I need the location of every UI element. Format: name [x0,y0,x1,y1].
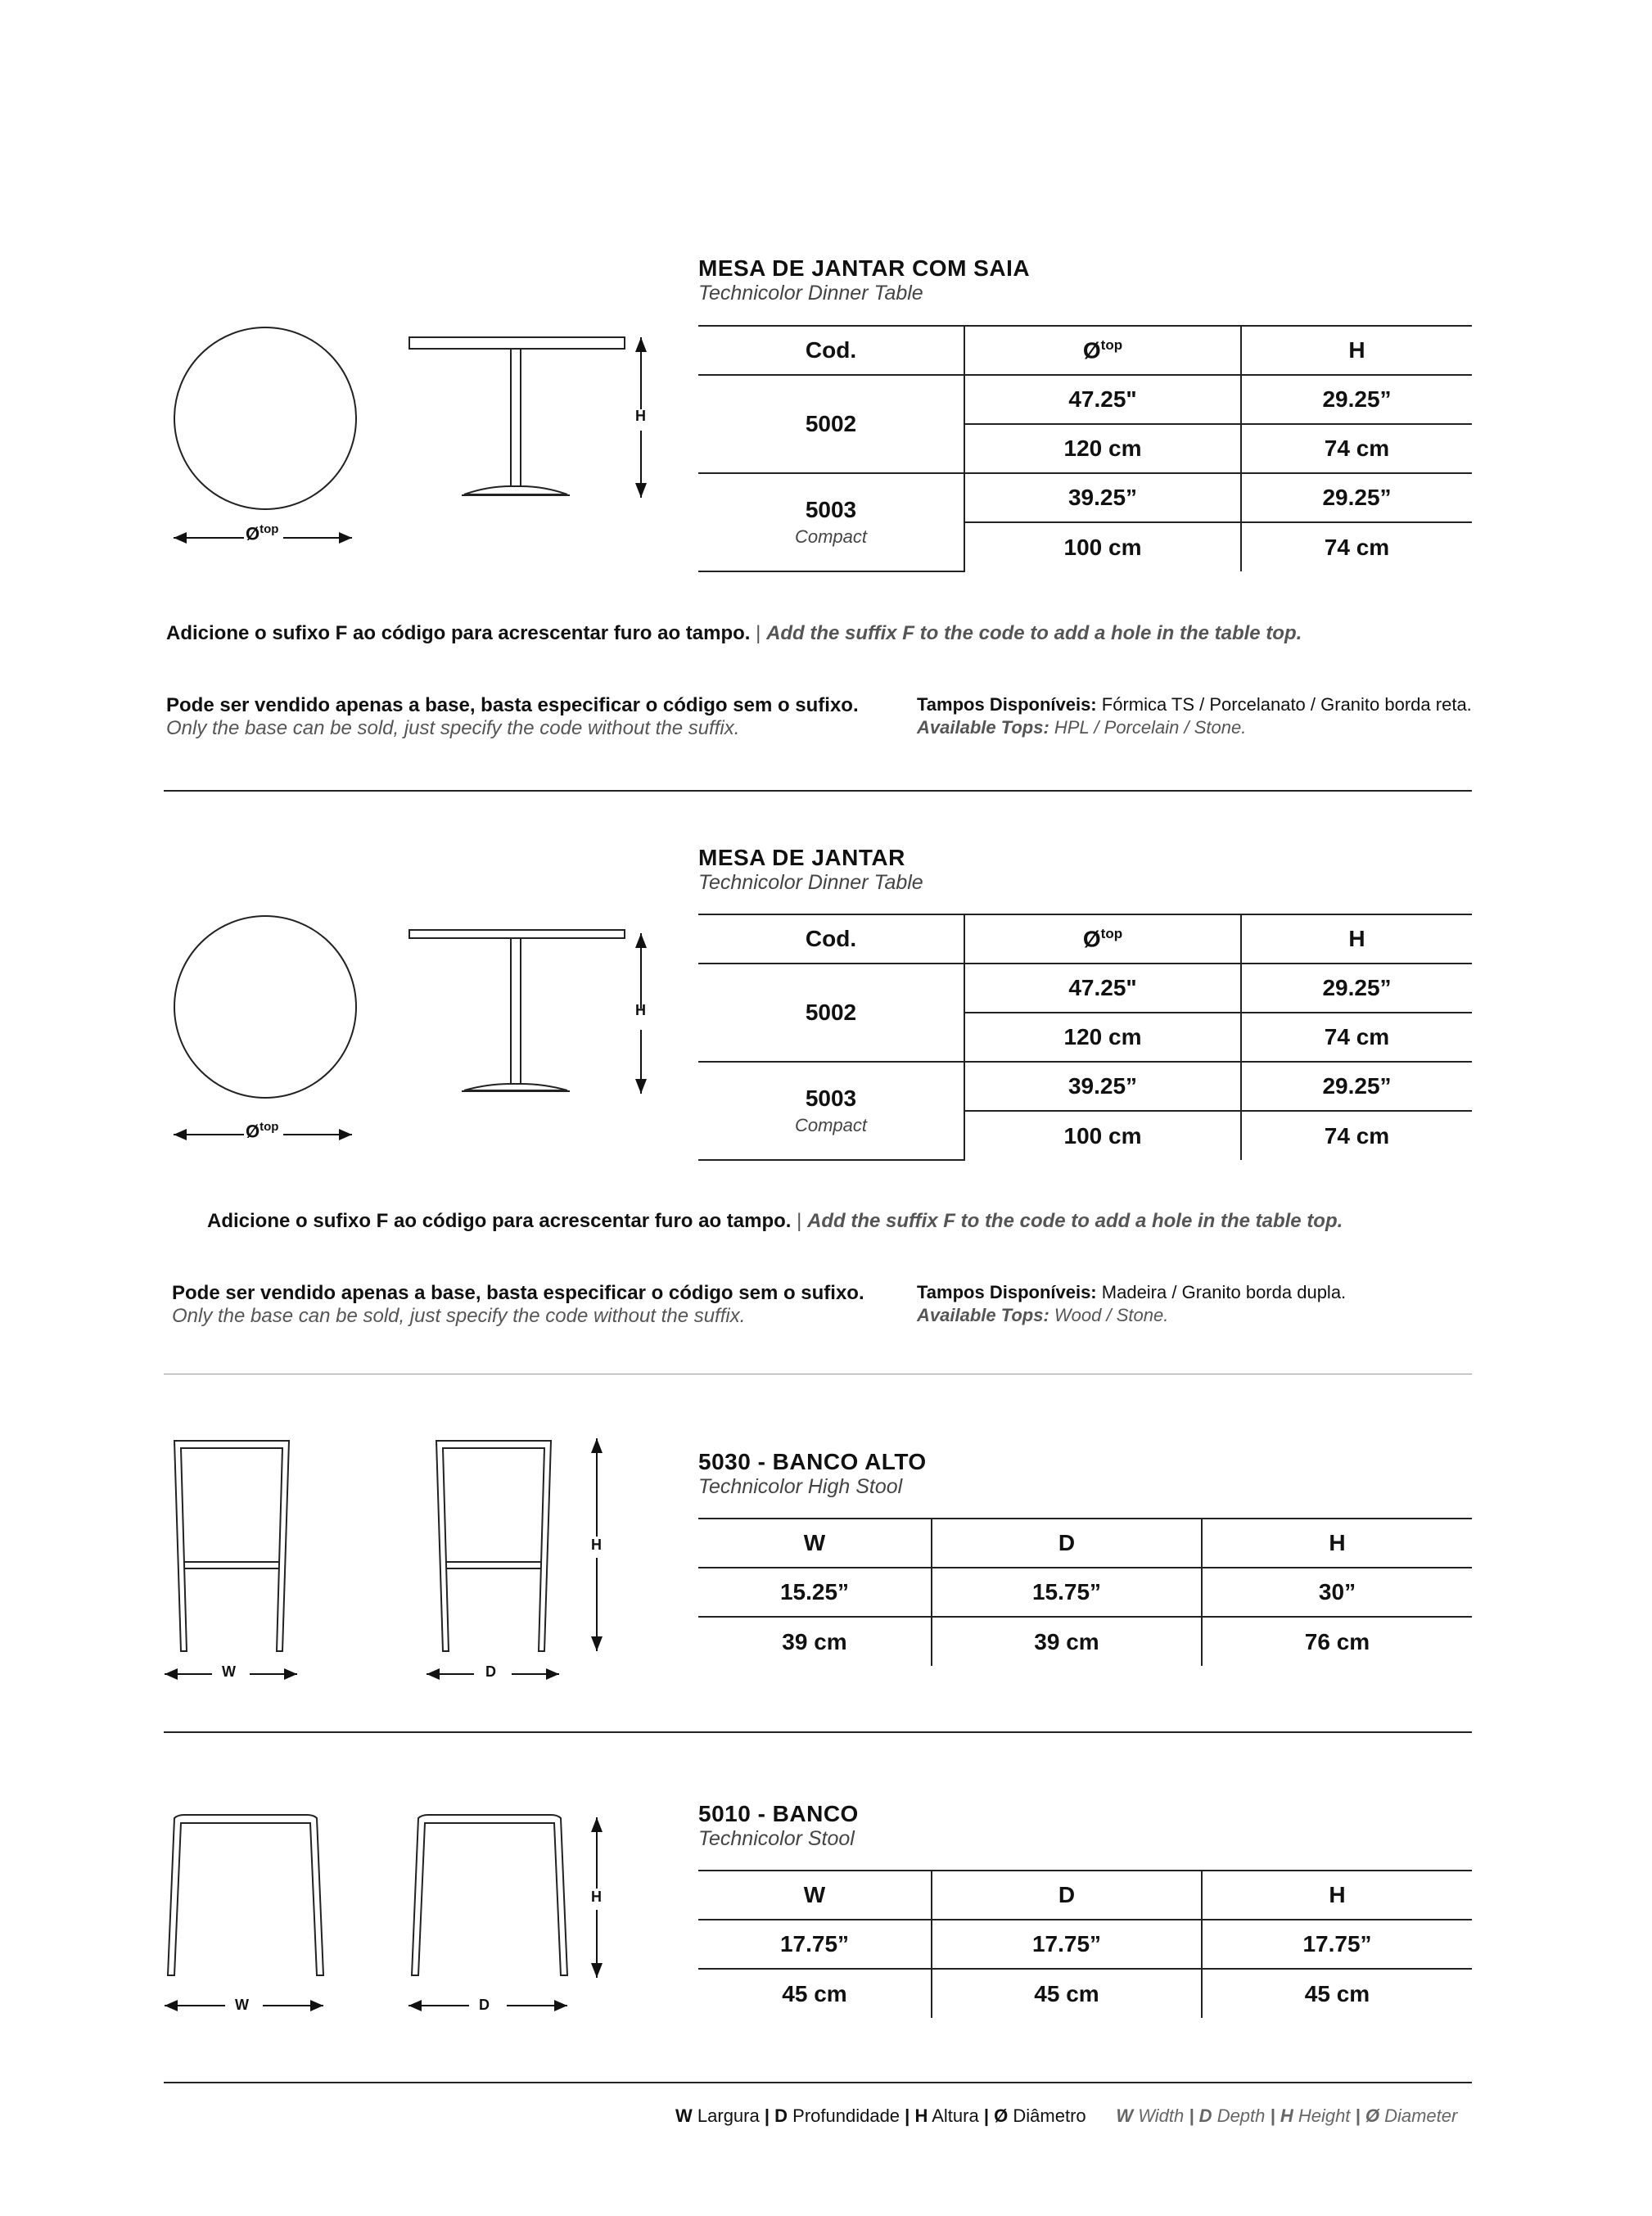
section2-title: MESA DE JANTAR [698,845,905,870]
col-header-height: H [1241,914,1472,964]
section2-base-note-en: Only the base can be sold, just specify the code without the suffix. [172,1305,746,1327]
table-cell-depth-cm: 45 cm [932,1969,1202,2018]
table-cell-height-in: 29.25” [1241,473,1472,522]
section1-base-note: Pode ser vendido apenas a base, basta especificar o código sem o sufixo. [166,694,859,716]
section3-title: 5030 - BANCO ALTO [698,1449,927,1474]
section4-spec-table [698,1870,1472,2018]
table-cell-height-cm: 74 cm [1241,1111,1472,1160]
section1-diameter-label: $Ø^{top}$ [246,522,279,544]
col-header-width: W [698,1519,932,1568]
table-row-code: 5003 Compact [698,473,964,571]
table-cell-diameter-in: 39.25” [964,1062,1241,1111]
section2-base-note: Pode ser vendido apenas a base, basta especificar o código sem o sufixo. [172,1282,864,1304]
section-divider [164,2082,1472,2083]
col-header-diameter: $Ø^{top}$ [964,914,1241,964]
variant-label: Compact [794,1115,868,1135]
table-row-code: 5003 Compact [698,1062,964,1160]
section3-side-view-diagram [422,1437,569,1682]
section1-base-note-en: Only the base can be sold, just specify the code without the suffix. [166,717,740,739]
section1-available-tops-en: Available Tops: HPL / Porcelain / Stone. [917,717,1247,738]
col-header-depth: D [932,1519,1202,1568]
table-cell-width-in: 15.25” [698,1568,932,1617]
table-cell-height-in: 29.25” [1241,1062,1472,1111]
table-cell-depth-cm: 39 cm [932,1617,1202,1666]
section2-suffix-note: Adicione o sufixo F ao código para acrescentar furo ao tampo. | Add the suffix F to the code to add a hole in the table top. [207,1210,1343,1232]
table-cell-diameter-in: 47.25" [964,964,1241,1013]
section4-height-label: H [591,1889,602,1905]
table-cell-diameter-cm: 100 cm [964,1111,1241,1160]
table-cell-diameter-in: 47.25" [964,375,1241,424]
section1-height-label: H [635,408,646,424]
table-cell-diameter-in: 39.25” [964,473,1241,522]
section1-side-view-diagram [405,334,659,506]
col-header-cod: Cod. [698,914,964,964]
section2-available-tops-en: Available Tops: Wood / Stone. [917,1305,1169,1325]
table-cell-height-cm: 45 cm [1202,1969,1472,2018]
section1-spec-table [698,325,1472,572]
variant-label: Compact [794,526,868,547]
col-header-height: H [1202,1519,1472,1568]
section2-height-label: H [635,1002,646,1018]
col-header-height: H [1202,1871,1472,1920]
section4-depth-label: D [479,1997,490,2013]
col-header-height: H [1241,326,1472,375]
table-row-code: 5002 [698,375,964,473]
section3-depth-label: D [485,1663,496,1680]
section2-diameter-label: $Ø^{top}$ [246,1120,279,1142]
col-header-width: W [698,1871,932,1920]
section1-top-view-diagram [164,323,360,553]
section2-subtitle: Technicolor Dinner Table [698,871,923,894]
section3-subtitle: Technicolor High Stool [698,1475,903,1498]
section4-title: 5010 - BANCO [698,1801,859,1826]
table-cell-diameter-cm: 120 cm [964,1013,1241,1062]
table-cell-diameter-cm: 100 cm [964,522,1241,571]
section3-spec-table [698,1518,1472,1666]
table-cell-height-cm: 74 cm [1241,1013,1472,1062]
section-divider [164,1731,1472,1733]
table-cell-height-cm: 76 cm [1202,1617,1472,1666]
table-cell-height-in: 17.75” [1202,1920,1472,1969]
col-header-cod: Cod. [698,326,964,375]
table-cell-width-in: 17.75” [698,1920,932,1969]
section1-available-tops: Tampos Disponíveis: Fórmica TS / Porcelanato / Granito borda reta. [917,694,1472,715]
section1-title: MESA DE JANTAR COM SAIA [698,255,1031,281]
section4-subtitle: Technicolor Stool [698,1827,855,1850]
section3-height-label: H [591,1537,602,1553]
section3-front-view-diagram [160,1437,307,1682]
section1-suffix-note: Adicione o sufixo F ao código para acrescentar furo ao tampo. | Add the suffix F to the code to add a hole in the table top. [166,622,1302,644]
section4-width-label: W [235,1997,249,2013]
section1-subtitle: Technicolor Dinner Table [698,282,923,305]
table-cell-height-in: 30” [1202,1568,1472,1617]
table-cell-height-in: 29.25” [1241,375,1472,424]
section3-width-label: W [222,1663,236,1680]
section4-side-view-diagram [404,1812,575,2024]
table-cell-diameter-cm: 120 cm [964,424,1241,473]
section2-spec-table [698,914,1472,1161]
section2-top-view-diagram [164,912,360,1141]
table-cell-height-cm: 74 cm [1241,522,1472,571]
table-cell-depth-in: 17.75” [932,1920,1202,1969]
table-cell-width-cm: 45 cm [782,1980,847,2006]
col-header-diameter: $Ø^{top}$ [964,326,1241,375]
section-divider [164,790,1472,792]
table-cell-height-cm: 74 cm [1241,424,1472,473]
table-cell-height-in: 29.25” [1241,964,1472,1013]
dimension-legend: W Largura | D Profundidade | H Altura | Ø Diâmetro W Width | D Depth | H Height | Ø Diameter [675,2105,1458,2126]
section4-front-view-diagram [160,1812,332,2024]
section2-available-tops: Tampos Disponíveis: Madeira / Granito borda dupla. [917,1282,1347,1302]
table-cell-width-cm: 39 cm [782,1628,847,1654]
table-row-code: 5002 [698,964,964,1062]
section2-side-view-diagram [405,927,659,1099]
table-cell-depth-in: 15.75” [932,1568,1202,1617]
col-header-depth: D [932,1871,1202,1920]
